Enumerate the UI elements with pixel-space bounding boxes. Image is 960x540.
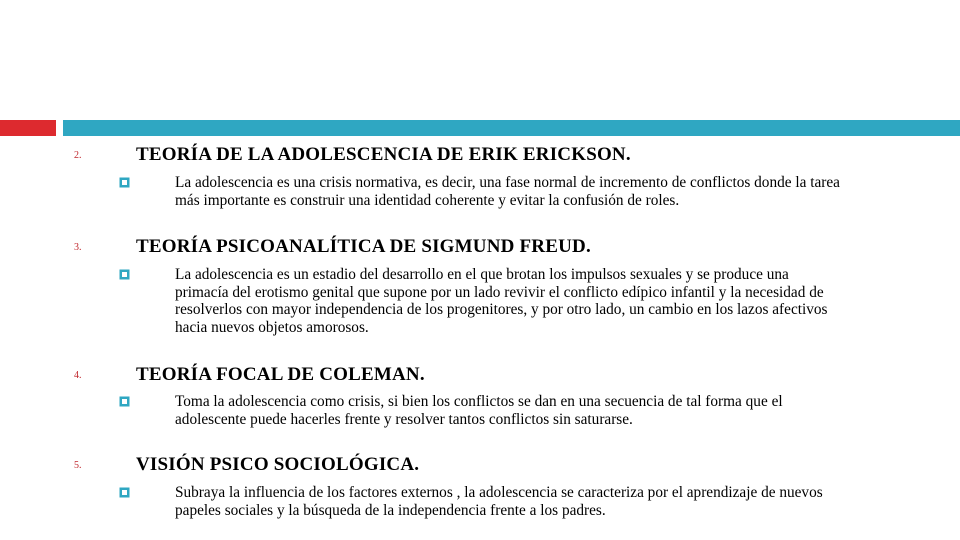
section-title: TEORÍA FOCAL DE COLEMAN. [136, 364, 425, 385]
section-body: La adolescencia es una crisis normativa, es decir, una fase normal de incremento de conflictos donde la tarea más importante es construir una identidad coherente y evitar la confusión de roles. [175, 174, 840, 209]
section-number: 5. [74, 460, 82, 471]
section-body: Toma la adolescencia como crisis, si bien los conflictos se dan en una secuencia de tal forma que el adolescente puede hacerles frente y resolver tantos conflictos sin saturarse. [175, 393, 783, 428]
square-bullet-icon [119, 487, 130, 498]
section-title: TEORÍA DE LA ADOLESCENCIA DE ERIK ERICKSON. [136, 144, 631, 165]
section-body: La adolescencia es un estadio del desarrollo en el que brotan los impulsos sexuales y se produce una primacía del erotismo genital que supone por un lado revivir el conflicto edípico infantil y la necesidad de resolverlos con mayor independencia de los progenitores, y por otro lado, un cambio en los lazos afectivos hacia nuevos objetos amorosos. [175, 266, 828, 336]
section-title: VISIÓN PSICO SOCIOLÓGICA. [136, 454, 420, 475]
section-number: 4. [74, 370, 82, 381]
section-number: 2. [74, 150, 82, 161]
section-title: TEORÍA PSICOANALÍTICA DE SIGMUND FREUD. [136, 236, 591, 257]
section-body: Subraya la influencia de los factores externos , la adolescencia se caracteriza por el aprendizaje de nuevos papeles sociales y la búsqueda de la independencia frente a los padres. [175, 484, 823, 519]
section-number: 3. [74, 242, 82, 253]
square-bullet-icon [119, 396, 130, 407]
square-bullet-icon [119, 177, 130, 188]
square-bullet-icon [119, 269, 130, 280]
